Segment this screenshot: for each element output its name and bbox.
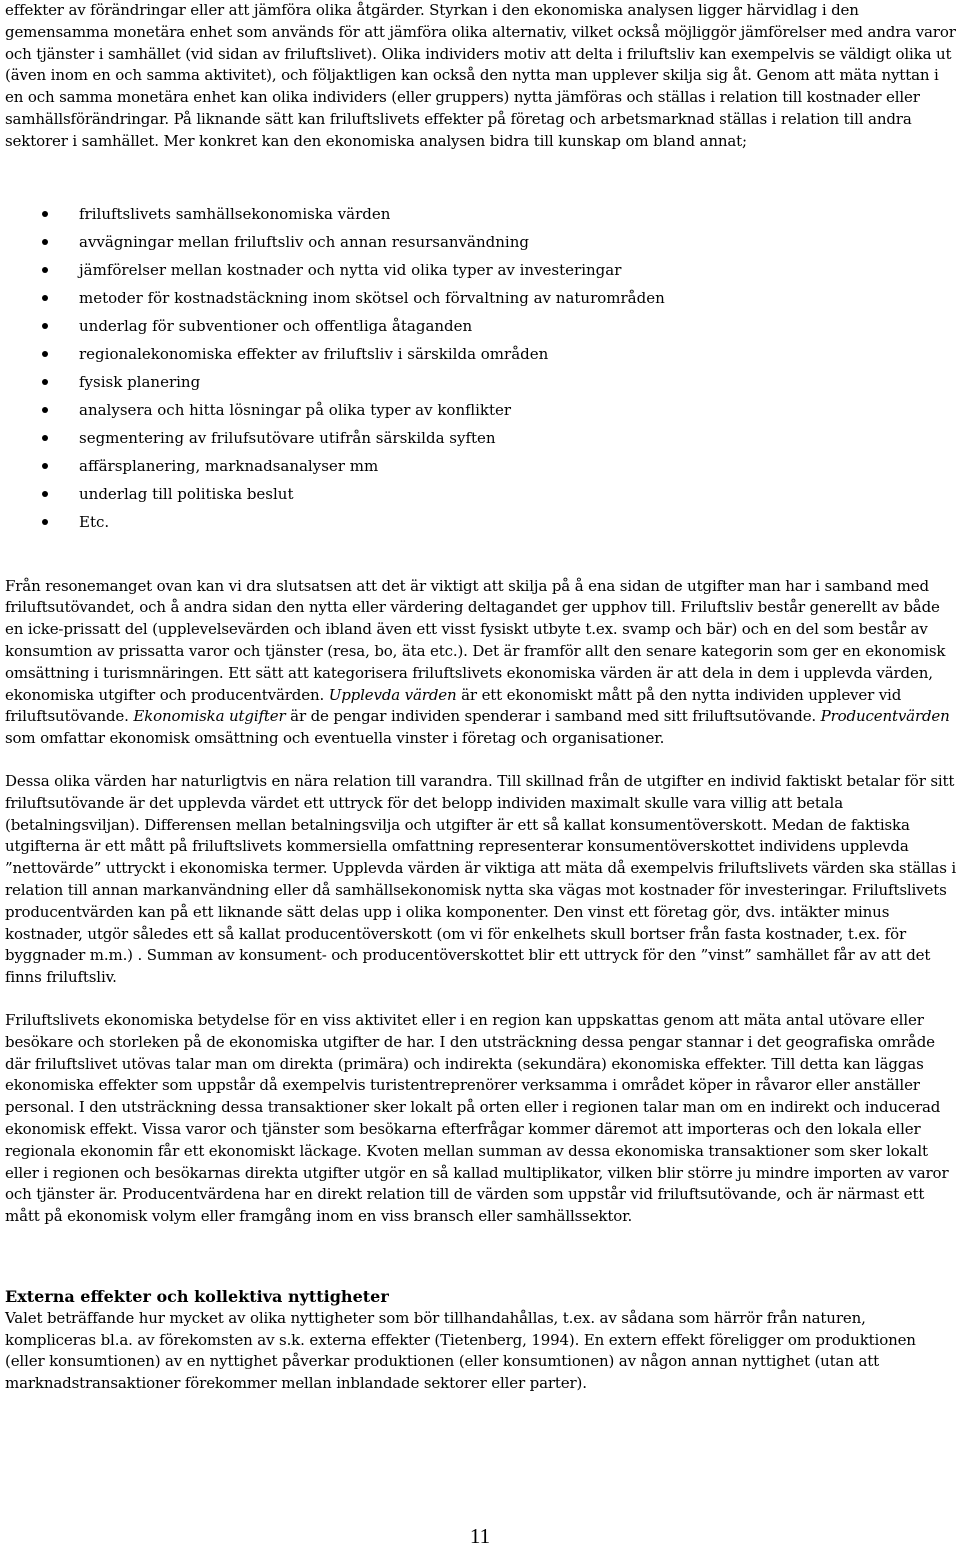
list-item-text: Etc.	[79, 512, 110, 531]
list-item-text: underlag för subventioner och offentliga åtaganden	[79, 316, 473, 335]
bullet-icon	[42, 267, 48, 273]
list-item	[5, 256, 957, 284]
list-item	[5, 284, 957, 312]
bullet-icon	[42, 491, 48, 497]
list-item-text: affärsplanering, marknadsanalyser mm	[79, 456, 379, 475]
section-heading: Externa effekter och kollektiva nyttigheter	[5, 1286, 389, 1306]
paragraph-economic-significance: Friluftslivets ekonomiska betydelse för en viss aktivitet eller i en region kan uppskattas genom att mäta antal utövare eller besökare och storleken på de ekonomiska utgifter de har. I den utsträckning dessa pengar stannar i det geografiska område där friluftslivet utövas talar man om direkta (primära) och indirekta (sekundära) ekonomiska effekter. Till detta kan läggas ekonomiska effekter som uppstår då exempelvis turistentreprenörer verksamma i området köper in råvaror eller anställer personal. I den utsträckning dessa transaktioner sker lokalt på orten eller i regionen talar man om en indirekt och inducerad ekonomisk effekt. Vissa varor och tjänster som besökarna efterfrågar kommer däremot att importeras och den lokala eller regionala ekonomin får ett ekonomiskt läckage. Kvoten mellan summan av dessa ekonomiska transaktioner som sker lokalt eller i regionen och besökarnas direkta utgifter utgör en så kallad multiplikator, vilken blir större ju mindre importen av varor och tjänster är. Producentvärdena har en direkt relation till de värden som uppstår vid friluftsutövande, och är närmast ett mått på ekonomisk volym eller framgång inom en viss bransch eller samhällssektor.	[5, 1010, 949, 1226]
paragraph-intro: effekter av förändringar eller att jämföra olika åtgärder. Styrkan i den ekonomiska analysen ligger härvidlag i den gemensamma monetära enhet som används för att jämföra olika alternativ, vilket också möjliggör jämförelser med andra varor och tjänster i samhället (vid sidan av friluftslivet). Olika individers motiv att delta i friluftsliv kan exempelvis se väldigt olika ut (även inom en och samma aktivitet), och följaktligen kan också den nytta man upplever skilja sig åt. Genom att mäta nyttan i en och samma monetära enhet kan olika individers (eller gruppers) nytta jämföras och ställas i relation till kostnader eller samhällsförändringar. På liknande sätt kan friluftslivets effekter på företag och arbetsmarknad ställas i relation till andra sektorer i samhället. Mer konkret kan den ekonomiska analysen bidra till kunskap om bland annat;	[5, 1, 956, 150]
paragraph-external-effects: Valet beträffande hur mycket av olika nyttigheter som bör tillhandahållas, t.ex. av sådana som härrör från naturen, kompliceras bl.a. av förekomsten av s.k. externa effekter (Tietenberg, 1994). En extern effekt föreligger om produktionen (eller konsumtionen) av en nyttighet påverkar produktionen (eller konsumtionen) av någon annan nyttighet (utan att marknadstransaktioner förekommer mellan inblandade sektorer eller parter).	[5, 1308, 916, 1393]
emphasis-term: Ekonomiska utgifter	[133, 707, 286, 726]
paragraph-relations: Dessa olika värden har naturligtvis en nära relation till varandra. Till skillnad från de utgifter en individ faktiskt betalar för sitt friluftsutövande är det upplevda värdet ett uttryck för det belopp individen maximalt skulle vara villig att betala (betalningsviljan). Differensen mellan betalningsvilja och utgifter är ett så kallat konsumentöverskott. Medan de faktiska utgifterna är ett mått på friluftslivets kommersiella omfattning representerar konsumentöverskottet individens upplevda ”nettovärde” uttryckt i ekonomiska termer. Upplevda värden är viktiga att mäta då exempelvis friluftslivets värden ska ställas i relation till annan markanvändning eller då samhällsekonomisk nytta ska vägas mot kostnader för investeringar. Friluftslivets producentvärden kan på ett liknande sätt delas upp i olika komponenter. Den vinst ett företag gör, dvs. intäkter minus kostnader, utgör således ett så kallat producentöverskott (om vi för enkelhets skull bortser från fasta kostnader, t.ex. för byggnader m.m.) . Summan av konsument- och producentöverskottet blir ett uttryck för den ”vinst” samhället får av att det finns friluftsliv.	[5, 771, 957, 987]
bullet-icon	[42, 435, 48, 441]
page-number: 11	[469, 1524, 491, 1548]
bullet-icon	[42, 407, 48, 413]
list-item	[5, 396, 957, 424]
list-item	[5, 368, 957, 396]
list-item	[5, 200, 957, 228]
list-item-text: jämförelser mellan kostnader och nytta vid olika typer av investeringar	[79, 260, 622, 279]
list-item-text: analysera och hitta lösningar på olika typer av konflikter	[79, 400, 512, 419]
list-item-text: regionalekonomiska effekter av friluftsliv i särskilda områden	[79, 344, 549, 363]
bullet-icon	[42, 239, 48, 245]
bullet-icon	[42, 379, 48, 385]
paragraph-values: Från resonemanget ovan kan vi dra slutsatsen att det är viktigt att skilja på å ena sidan de utgifter man har i samband med friluftsutövandet, och å andra sidan den nytta eller värdering deltagandet ger upphov till. Friluftsliv består generellt av både en icke-prissatt del (upplevelsevärden och ibland även ett visst fysiskt utbyte t.ex. svamp och bär) och en del som består av konsumtion av prissatta varor och tjänster (resa, bo, äta etc.). Det är framför allt den senare kategorin som ger en ekonomisk omsättning i turismnäringen. Ett sätt att kategorisera friluftslivets ekonomiska värden är att dela in dem i upplevda värden, ekonomiska utgifter och producentvärden. Upplevda värden är ett ekonomiskt mått på den nytta individen upplever vid friluftsutövande. Ekonomiska utgifter är de pengar individen spenderar i samband med sitt friluftsutövande. Producentvärden som omfattar ekonomisk omsättning och eventuella vinster i företag och organisationer.	[5, 576, 950, 748]
list-item	[5, 228, 957, 256]
list-item-text: avvägningar mellan friluftsliv och annan resursanvändning	[79, 232, 529, 251]
emphasis-term: Producentvärden	[820, 707, 950, 726]
list-item-text: metoder för kostnadstäckning inom skötsel och förvaltning av naturområden	[79, 288, 665, 307]
document-page	[5, 0, 957, 1395]
list-item-text: friluftslivets samhällsekonomiska värden	[79, 204, 391, 223]
bullet-icon	[42, 211, 48, 217]
list-item	[5, 508, 957, 536]
list-item	[5, 340, 957, 368]
list-item-text: fysisk planering	[79, 372, 201, 391]
list-item	[5, 480, 957, 508]
bullet-icon	[42, 519, 48, 525]
list-item	[5, 452, 957, 480]
bullet-icon	[42, 295, 48, 301]
list-item-text: underlag till politiska beslut	[79, 484, 294, 503]
list-item	[5, 424, 957, 452]
bullet-list	[5, 200, 957, 536]
bullet-icon	[42, 463, 48, 469]
bullet-icon	[42, 351, 48, 357]
emphasis-term: Upplevda värden	[328, 685, 457, 704]
list-item	[5, 312, 957, 340]
list-item-text: segmentering av frilufsutövare utifrån särskilda syften	[79, 428, 496, 447]
bullet-icon	[42, 323, 48, 329]
